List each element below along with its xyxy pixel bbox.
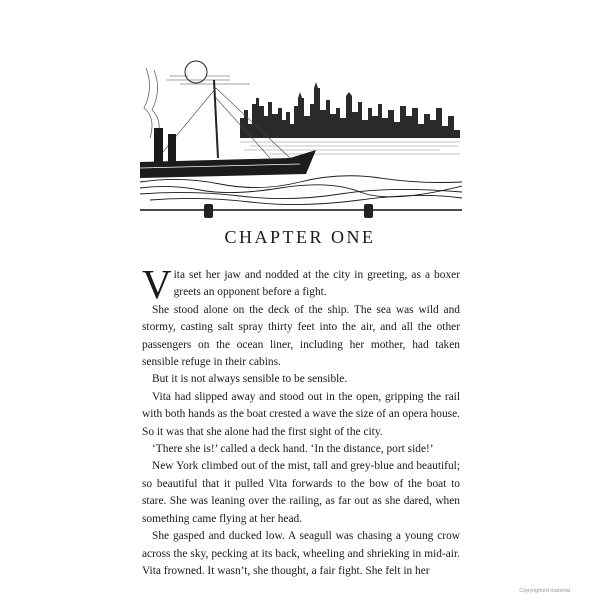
ship-and-city-illustration — [140, 58, 462, 220]
paragraph-3: But it is not always sensible to be sensible. — [152, 373, 348, 386]
paragraph-4: Vita had slipped away and stood out in the open, gripping the rail with both hands as the boat crested a wave the size of an opera house. So it was that she alone had the first sight of the city. — [142, 390, 460, 438]
paragraph-7: She gasped and ducked low. A seagull was chasing a young crow across the sky, pecking at its back, wheeling and shrieking in mid-air. Vita frowned. It wasn’t, she thought, a fair fight. She felt in her — [142, 530, 460, 577]
paragraph-2: She stood alone on the deck of the ship. The sea was wild and stormy, casting salt spray thirty feet into the air, and all the other passengers on the ocean liner, including her mother, had taken sensible refuge in their cabins. — [142, 303, 460, 369]
paragraph-6: New York climbed out of the mist, tall and grey-blue and beautiful; so beautiful that it pulled Vita forwards to the bow of the boat to stare. She was leaning over the railing, as far out as she dared, when something came flying at her head. — [142, 460, 460, 525]
paragraph-5: ‘There she is!’ called a deck hand. ‘In the distance, port side!’ — [152, 443, 434, 456]
drop-cap: V — [142, 261, 172, 307]
chapter-body-text — [142, 261, 460, 580]
paragraph-1: Vita set her jaw and nodded at the city in greeting, as a boxer greets an opponent before a fight. — [142, 261, 460, 307]
copyright-notice: Copyrighted material — [519, 588, 570, 594]
chapter-title: CHAPTER ONE — [224, 227, 376, 247]
